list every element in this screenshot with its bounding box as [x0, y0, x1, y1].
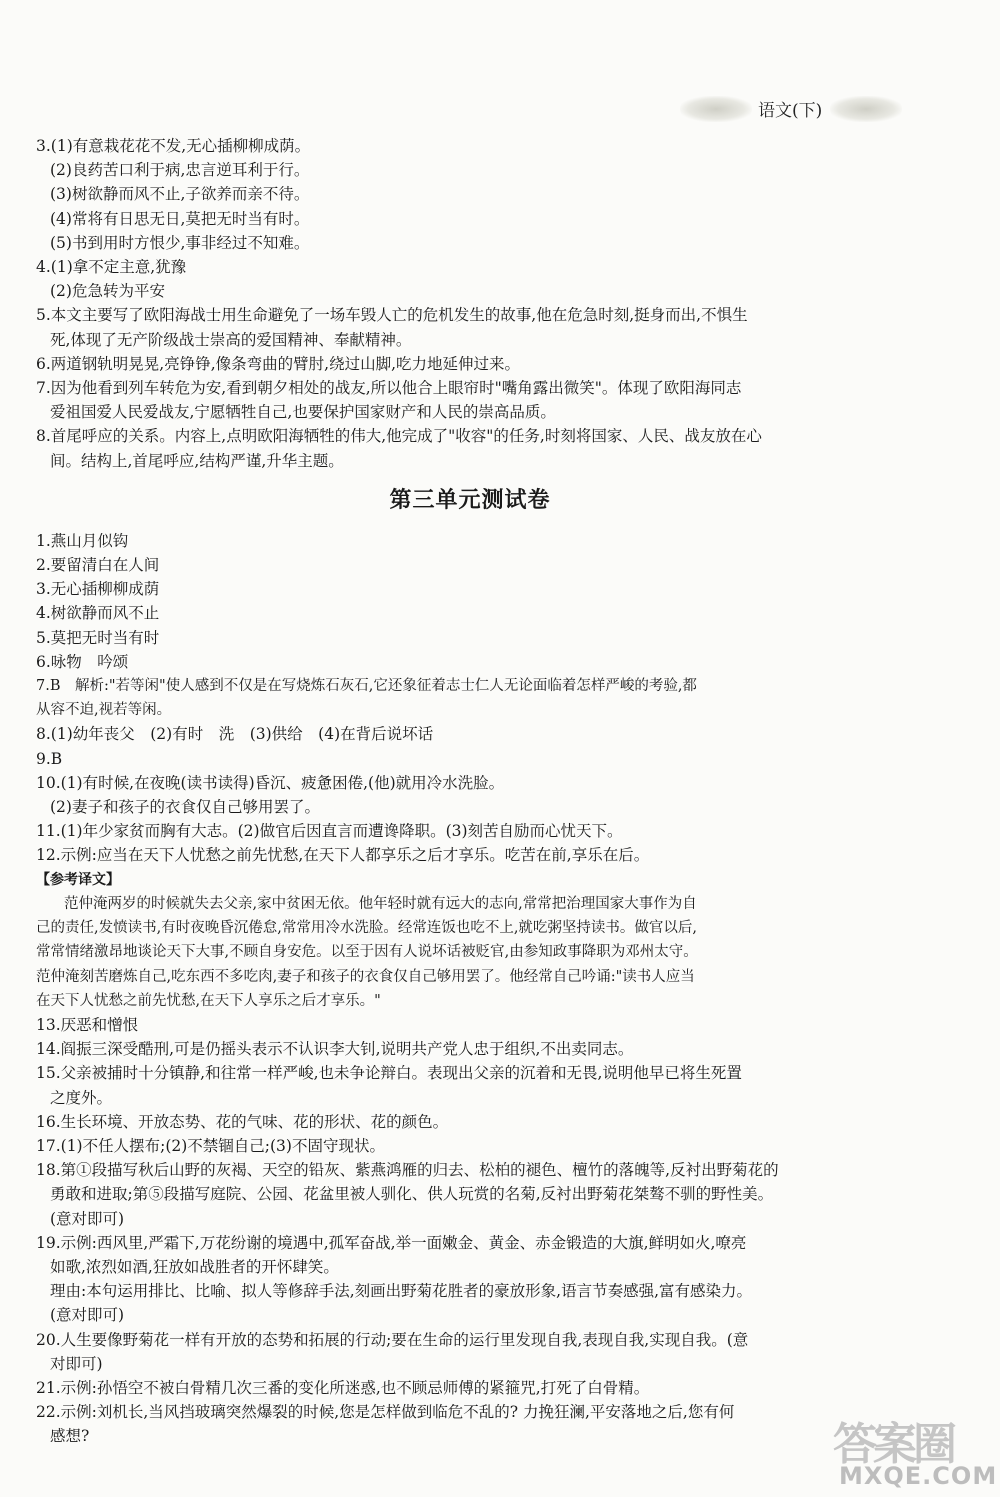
answer-line: 死,体现了无产阶级战士崇高的爱国精神、奉献精神。: [50, 330, 412, 349]
answer-5: [36, 303, 904, 351]
answer-19: [36, 1231, 904, 1328]
answer-line: (3)树欲静而风不止,子欲养而亲不待。: [50, 185, 310, 204]
answer-line: 勇敢和进取;第⑤段描写庭院、公园、花盆里被人驯化、供人玩赏的名菊,反衬出野菊花桀骜不驯的野性美。: [50, 1185, 774, 1204]
answer-22: [36, 1400, 904, 1448]
translation-line: 在天下人忧愁之前先忧愁,在天下人享乐之后才享乐。": [36, 992, 381, 1009]
answer-line: 6.咏物 吟颂: [36, 652, 129, 671]
answer-line: 4.树欲静而风不止: [36, 604, 160, 623]
answer-line: 5.莫把无时当有时: [36, 628, 160, 647]
translation-line: 范仲淹两岁的时候就失去父亲,家中贫困无依。他年轻时就有远大的志向,常常把治理国家大事作为自: [64, 895, 697, 912]
translation-line: 常常情绪激昂地谈论天下大事,不顾自身安危。以至于因有人说坏话被贬官,由参知政事降职为邓州太守。: [36, 944, 698, 961]
answer-line: (2)良药苦口利于病,忠言逆耳利于行。: [50, 161, 310, 180]
answer-7: [36, 376, 904, 424]
answer-15: [36, 1061, 904, 1109]
reference-translation: [36, 892, 904, 1013]
answer-line: 间。结构上,首尾呼应,结构严谨,升华主题。: [50, 451, 344, 470]
answer-16: 16.生长环境、开放态势、花的气味、花的形状、花的颜色。: [36, 1112, 449, 1131]
answer-line: 19.示例:西风里,严霜下,万花纷谢的境遇中,孤军奋战,举一面嫩金、黄金、赤金锻造的大旗,鲜明如火,嘹亮: [36, 1233, 747, 1252]
answer-line: (2)危急转为平安: [50, 282, 165, 301]
answer-line: 理由:本句运用排比、比喻、拟人等修辞手法,刻画出野菊花胜者的豪放形象,语言节奏感强,富有感染力。: [50, 1282, 753, 1301]
answer-line: (4)常将有日思无日,莫把无时当有时。: [50, 209, 310, 228]
answer-line: 爱祖国爱人民爱战友,宁愿牺牲自己,也要保护国家财产和人民的崇高品质。: [50, 403, 556, 422]
page-content: [36, 134, 904, 1449]
section-title: 第三单元测试卷: [389, 487, 551, 513]
answer-4: [36, 255, 904, 303]
answer-line: 20.人生要像野菊花一样有开放的态势和拓展的行动;要在生命的运行里发现自我,表现自我,实现自我。(意: [36, 1330, 749, 1349]
translation-line: 范仲淹刻苦磨炼自己,吃东西不多吃肉,妻子和孩子的衣食仅自己够用罢了。他经常自己吟诵:"读书人应当: [36, 968, 695, 985]
answer-12: 12.示例:应当在天下人忧愁之前先忧愁,在天下人都享乐之后才享乐。吃苦在前,享乐在后。: [36, 846, 650, 865]
answer-7: [36, 674, 904, 722]
answer-line: 3.无心插柳柳成荫: [36, 580, 160, 599]
answer-line: (2)妻子和孩子的衣食仅自己够用罢了。: [50, 798, 320, 817]
answer-6: 6.两道钢轨明晃晃,亮铮铮,像条弯曲的臂肘,绕过山脚,吃力地延伸过来。: [36, 354, 520, 373]
answer-line: 3.(1)有意栽花花不发,无心插柳柳成荫。: [36, 137, 311, 155]
answer-line: 22.示例:刘机长,当风挡玻璃突然爆裂的时候,您是怎样做到临危不乱的? 力挽狂澜,平安落地之后,您有何: [36, 1403, 735, 1422]
reference-translation-title: 【参考译文】: [36, 871, 120, 888]
answer-line: 4.(1)拿不定主意,犹豫: [36, 258, 187, 277]
answer-line: 2.要留清白在人间: [36, 556, 160, 575]
answer-21: 21.示例:孙悟空不被白骨精几次三番的变化所迷惑,也不顾忌师傅的紧箍咒,打死了白骨精。: [36, 1378, 650, 1397]
answer-line: (意对即可): [50, 1209, 125, 1228]
answer-line: 7.B 解析:"若等闲"使人感到不仅是在写烧炼石灰石,它还象征着志士仁人无论面临着怎样严峻的考验,都: [36, 678, 697, 695]
answer-line: 15.父亲被捕时十分镇静,和往常一样严峻,也未争论辩白。表现出父亲的沉着和无畏,说明他早已将生死置: [36, 1064, 742, 1083]
answer-line: 之度外。: [50, 1088, 113, 1107]
answer-8: 8.(1)幼年丧父 (2)有时 洗 (3)供给 (4)在背后说坏话: [36, 725, 434, 744]
answer-line: (意对即可): [50, 1306, 125, 1325]
answer-line: 从容不迫,视若等闲。: [36, 702, 172, 719]
answer-line: 感想?: [50, 1427, 90, 1446]
answer-14: 14.阎振三深受酷刑,可是仍摇头表示不认识李大钊,说明共产党人忠于组织,不出卖同志。: [36, 1040, 634, 1059]
answer-8: [36, 424, 904, 472]
answer-line: 如歌,浓烈如酒,狂放如战胜者的开怀肆笑。: [50, 1257, 339, 1276]
answer-3: [36, 134, 904, 255]
answer-10: [36, 771, 904, 819]
answer-line: 1.燕山月似钩: [36, 531, 129, 550]
header-ornament-left: [680, 96, 752, 122]
page-header: [680, 86, 895, 130]
answer-20: [36, 1328, 904, 1376]
answer-18: [36, 1158, 904, 1231]
translation-line: 己的责任,发愤读书,有时夜晚昏沉倦怠,常常用冷水洗脸。经常连饭也吃不上,就吃粥坚持读书。做官以后,: [36, 920, 698, 937]
answer-line: 8.首尾呼应的关系。内容上,点明欧阳海牺牲的伟大,他完成了"收容"的任务,时刻将国家、人民、战友放在心: [36, 427, 762, 446]
watermark-logo: [825, 1408, 998, 1493]
answers-1-6: [36, 529, 904, 674]
answer-13: 13.厌恶和憎恨: [36, 1015, 139, 1034]
answer-9: 9.B: [36, 749, 63, 768]
answer-line: 18.第①段描写秋后山野的灰褐、天空的铅灰、紫燕鸿雁的归去、松柏的褪色、檀竹的落魄等,反衬出野菊花的: [36, 1161, 779, 1180]
answer-line: 对即可): [50, 1354, 103, 1373]
header-ornament-right: [830, 96, 902, 122]
answer-line: 5.本文主要写了欧阳海战士用生命避免了一场车毁人亡的危机发生的故事,他在危急时刻,挺身而出,不惧生: [36, 306, 748, 325]
answer-line: (5)书到用时方恨少,事非经过不知难。: [50, 233, 310, 252]
watermark-url: MXQE.COM: [839, 1462, 998, 1490]
answer-11: 11.(1)年少家贫而胸有大志。(2)做官后因直言而遭谗降职。(3)刻苦自励而心忧天下。: [36, 822, 623, 841]
answer-17: 17.(1)不任人摆布;(2)不禁锢自己;(3)不固守现状。: [36, 1136, 385, 1155]
answer-line: 7.因为他看到列车转危为安,看到朝夕相处的战友,所以他合上眼帘时"嘴角露出微笑"。体现了欧阳海同志: [36, 379, 742, 398]
answer-line: 10.(1)有时候,在夜晚(读书读得)昏沉、疲惫困倦,(他)就用冷水洗脸。: [36, 773, 505, 792]
watermark-chars: 答案圈: [833, 1419, 953, 1470]
header-title: 语文(下): [758, 101, 823, 121]
